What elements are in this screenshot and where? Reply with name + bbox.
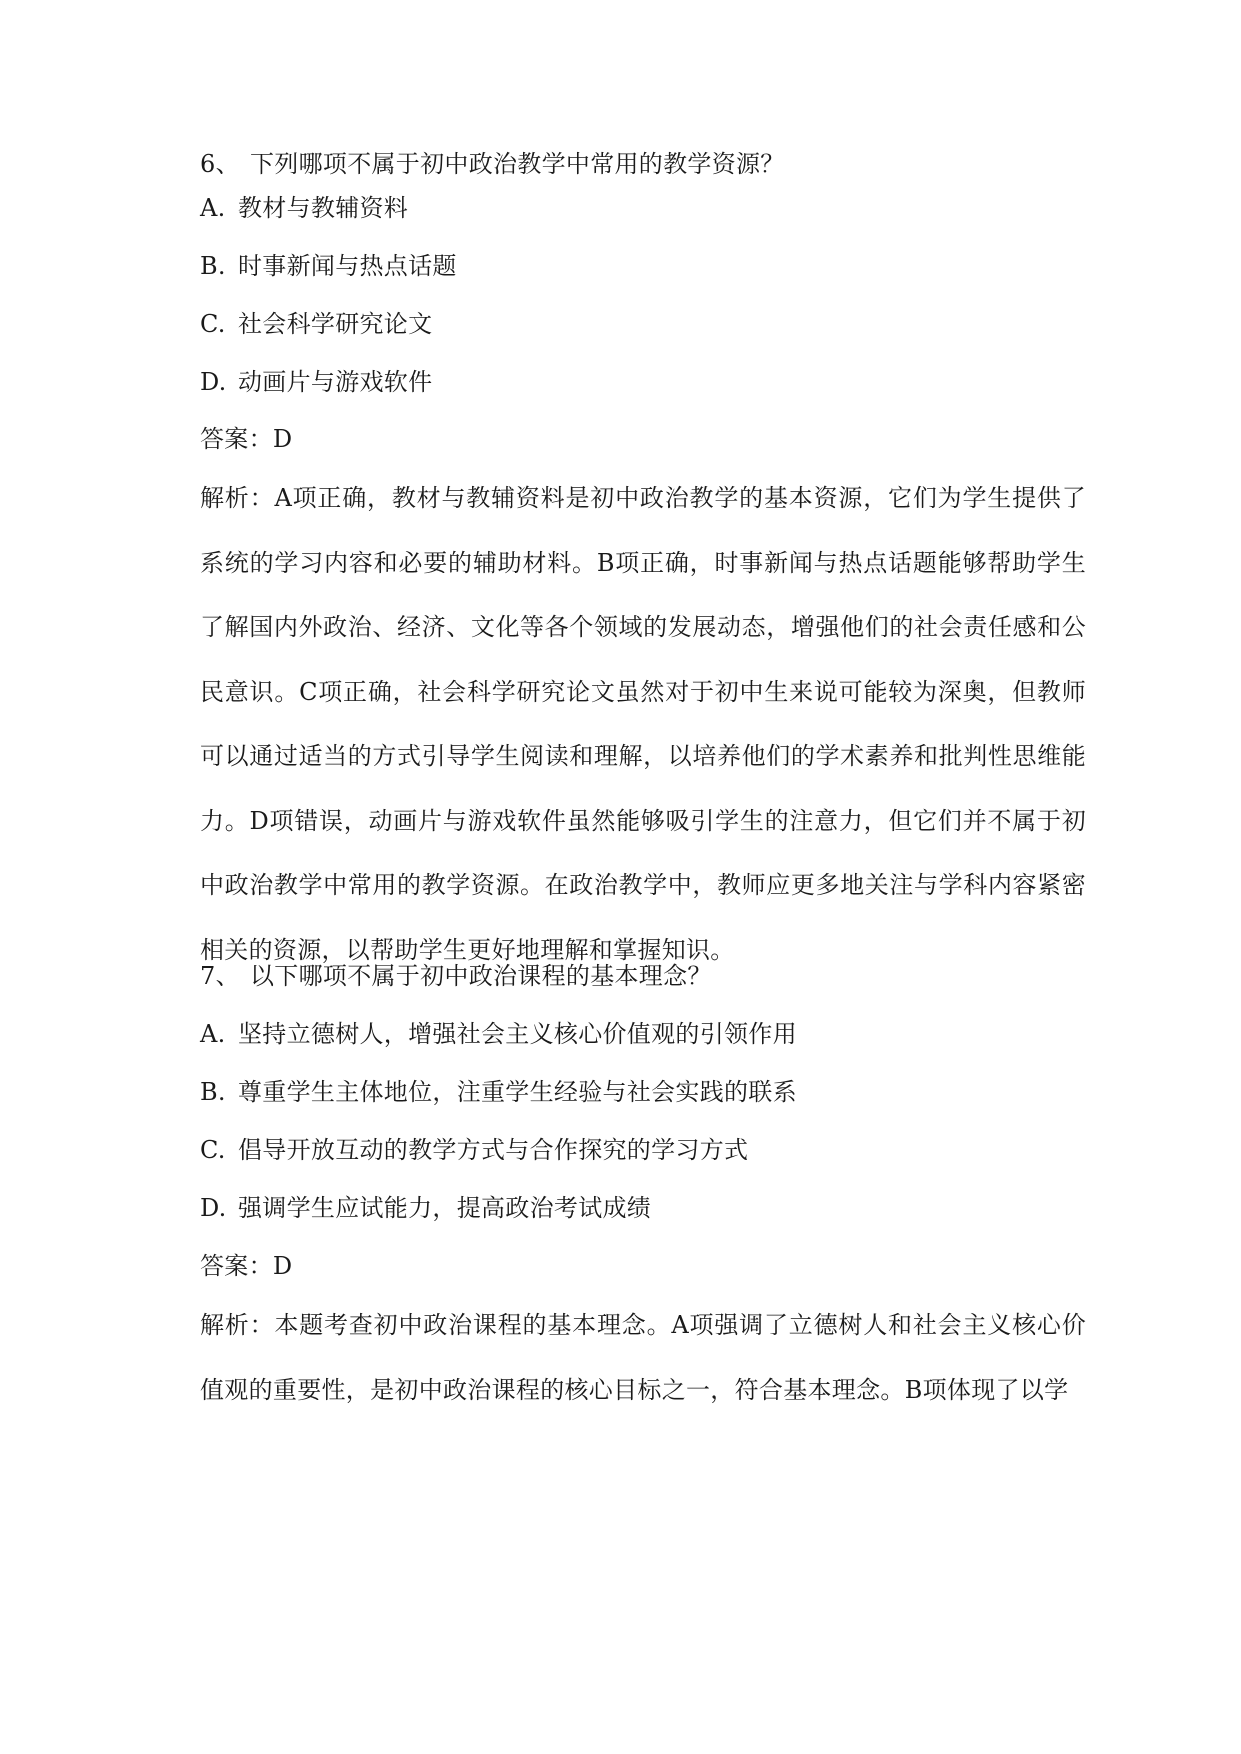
analysis-label: 解析：: [200, 484, 275, 512]
question-number: 7、: [200, 962, 240, 990]
option-letter: B.: [200, 252, 226, 280]
option-text: 倡导开放互动的教学方式与合作探究的学习方式: [238, 1136, 749, 1164]
option-text: 动画片与游戏软件: [238, 368, 433, 396]
analysis-label: 解析：: [200, 1311, 275, 1339]
question-6-option-d: [200, 367, 432, 397]
option-text: 坚持立德树人，增强社会主义核心价值观的引领作用: [238, 1020, 797, 1048]
option-text: 时事新闻与热点话题: [238, 252, 457, 280]
option-letter: D.: [200, 1194, 227, 1222]
option-text: 强调学生应试能力，提高政治考试成绩: [238, 1194, 652, 1222]
question-7-stem-line: [200, 961, 712, 991]
answer-label: 答案：: [200, 1252, 273, 1280]
question-6-answer: [200, 424, 292, 454]
option-text: 教材与教辅资料: [238, 194, 409, 222]
question-6-analysis: [200, 466, 1086, 982]
question-number: 6、: [200, 150, 240, 178]
question-7-analysis: [200, 1293, 1086, 1422]
question-stem: 下列哪项不属于初中政治教学中常用的教学资源？: [250, 150, 785, 178]
option-letter: D.: [200, 368, 227, 396]
option-letter: C.: [200, 310, 226, 338]
question-7-option-b: [200, 1077, 797, 1107]
analysis-text: 本题考查初中政治课程的基本理念。A项强调了立德树人和社会主义核心价值观的重要性，是初中政治课程的核心目标之一，符合基本理念。B项体现了以学: [200, 1311, 1086, 1404]
answer-label: 答案：: [200, 425, 273, 453]
question-7-option-a: [200, 1019, 797, 1049]
question-7-option-c: [200, 1135, 748, 1165]
option-letter: C.: [200, 1136, 226, 1164]
option-letter: B.: [200, 1078, 226, 1106]
option-text: 社会科学研究论文: [238, 310, 433, 338]
question-7-option-d: [200, 1193, 651, 1223]
question-6-option-b: [200, 251, 457, 281]
analysis-text: A项正确，教材与教辅资料是初中政治教学的基本资源，它们为学生提供了系统的学习内容和必要的辅助材料。B项正确，时事新闻与热点话题能够帮助学生了解国内外政治、经济、文化等各个领域的发展动态，增强他们的社会责任感和公民意识。C项正确，社会科学研究论文虽然对于初中生来说可能较为深奥，但教师可以通过适当的方式引导学生阅读和理解，以培养他们的学术素养和批判性思维能力。D项错误，动画片与游戏软件虽然能够吸引学生的注意力，但它们并不属于初中政治教学中常用的教学资源。在政治教学中，教师应更多地关注与学科内容紧密相关的资源，以帮助学生更好地理解和掌握知识。: [200, 484, 1086, 964]
answer-value: D: [272, 1252, 293, 1280]
question-7-answer: [200, 1251, 292, 1281]
question-stem: 以下哪项不属于初中政治课程的基本理念？: [250, 962, 712, 990]
question-6-stem-line: [200, 149, 785, 179]
option-letter: A.: [200, 194, 226, 222]
answer-value: D: [272, 425, 293, 453]
question-6-option-c: [200, 309, 432, 339]
option-letter: A.: [200, 1020, 226, 1048]
question-6-option-a: [200, 193, 408, 223]
option-text: 尊重学生主体地位，注重学生经验与社会实践的联系: [238, 1078, 797, 1106]
